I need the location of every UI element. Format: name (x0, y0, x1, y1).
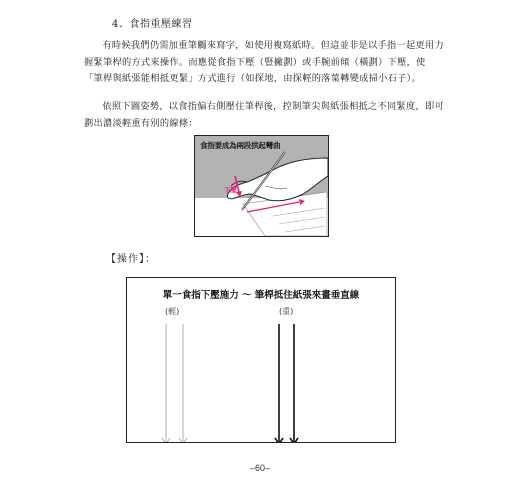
hand-illustration (195, 136, 328, 236)
exercise-lines (127, 278, 395, 442)
heavy-label: (重) (279, 307, 294, 316)
paragraph-intro: 有時候我們仍需加重筆觸來寫字，如使用複寫紙時。但這並非是以手指一起更用力握緊筆桿的方式來操作。而應從食指下壓（豎撇劃）或手腕前傾（橫劃）下壓，使「筆桿與紙張能相抵更緊」方式進行（如探地，由探輕的落葉轉變成掃小石子）。 (84, 40, 444, 84)
exercise-title: 單一食指下壓施力 ～ 筆桿抵住紙張來畫垂直線 (162, 290, 360, 301)
exercise-box (126, 277, 396, 443)
pressure-label: 下壓 (224, 186, 237, 194)
operation-label: 【操作】： (106, 254, 156, 265)
hand-posture-figure (194, 135, 329, 237)
page-number: –60– (249, 463, 271, 473)
section-heading: 4、食指重壓練習 (112, 19, 193, 30)
light-label: (輕) (165, 307, 180, 316)
light-line-pair (162, 324, 187, 442)
figure-caption: 食指要成為兩段拱起彎曲 (200, 141, 281, 150)
heavy-line-pair (275, 324, 298, 442)
paragraph-instruction: 依照下圖姿勢，以食指偏右側壓住筆桿後，控制筆尖與紙張相抵之不同緊度，即可劃出濃淡輕重有別的線條： (84, 101, 444, 129)
